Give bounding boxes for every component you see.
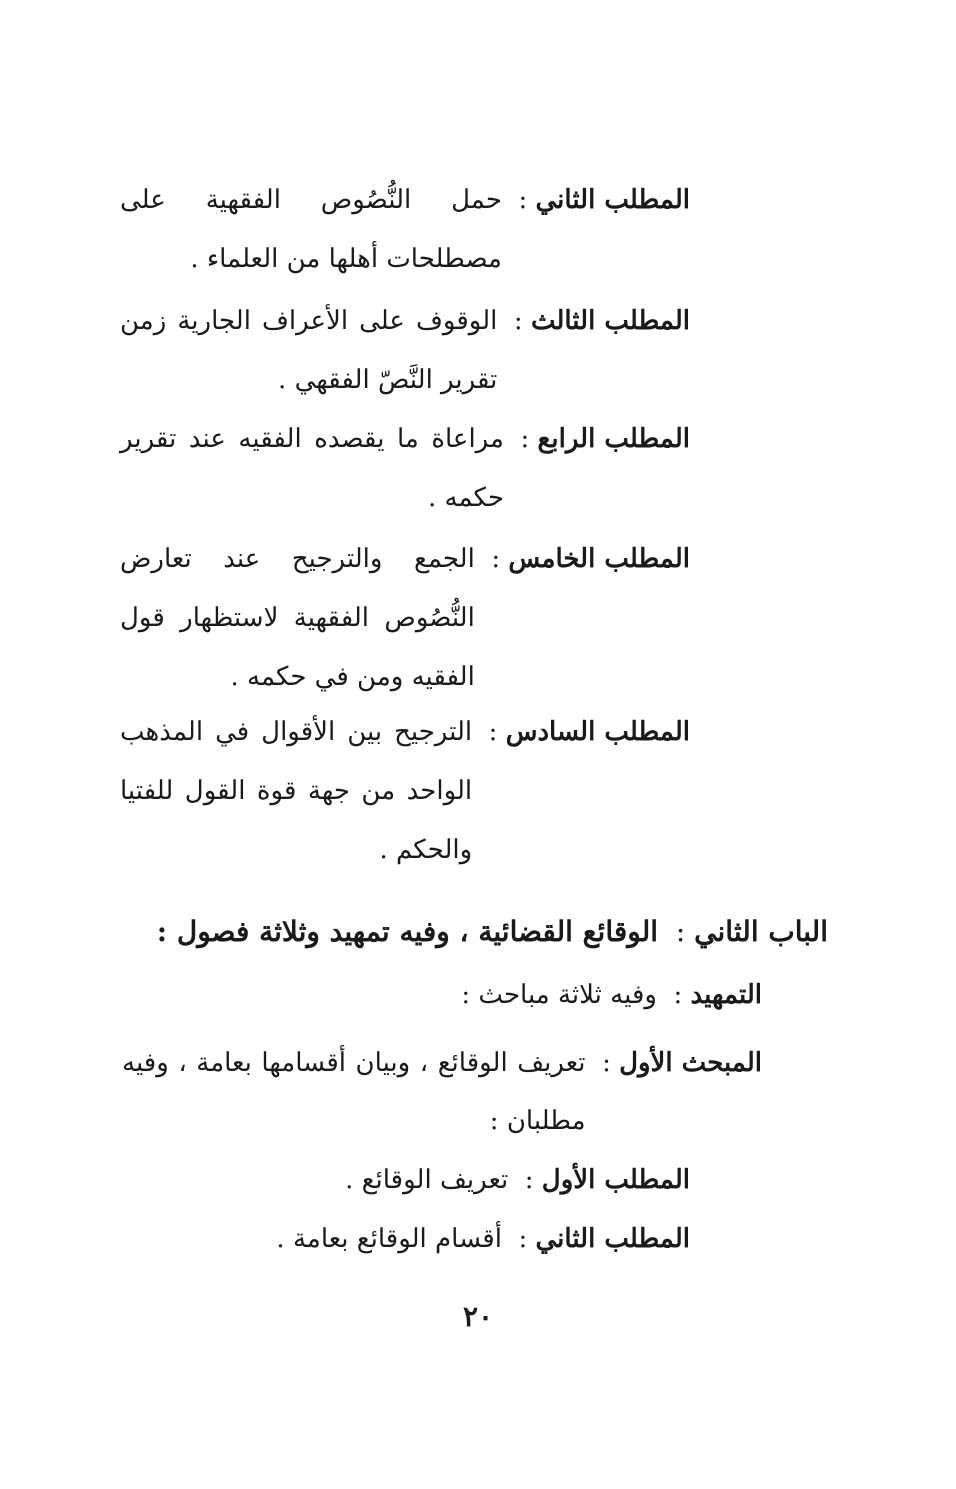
matlab-entry: المطلب السادس : الترجيح بين الأقوال في المذهب الواحد من جهة قوة القول للفتيا والحكم . bbox=[120, 703, 690, 880]
matlab-entry: المطلب الأول : تعريف الوقائع . bbox=[120, 1151, 690, 1209]
tamhid-label: التمهيد bbox=[690, 980, 762, 1010]
mabhath-label: المبحث الأول bbox=[619, 1048, 762, 1078]
matlab-entry: المطلب الخامس : الجمع والترجيح عند تعارض النُّصُوص الفقهية لاستظهار قول الفقيه ومن في حكمه . bbox=[120, 530, 690, 707]
matlab-entry: المطلب الثاني : أقسام الوقائع بعامة . bbox=[120, 1210, 690, 1268]
mabhath-text: تعريف الوقائع ، وبيان أقسامها بعامة ، وفيه مطلبان : bbox=[122, 1048, 586, 1136]
matlab-label: المطلب الثاني bbox=[535, 1224, 690, 1254]
matlab-label: المطلب السادس bbox=[505, 717, 690, 747]
chapter-label: الباب الثاني bbox=[694, 915, 828, 948]
mabhath-entry: المبحث الأول : تعريف الوقائع ، وبيان أقسامها بعامة ، وفيه مطلبان : bbox=[122, 1034, 762, 1150]
matlab-text: مراعاة ما يقصده الفقيه عند تقرير حكمه . bbox=[120, 424, 504, 513]
chapter-heading: الباب الثاني : الوقائع القضائية ، وفيه تمهيد وثلاثة فصول : bbox=[108, 902, 828, 962]
matlab-text: تعريف الوقائع . bbox=[345, 1165, 509, 1195]
matlab-text: أقسام الوقائع بعامة . bbox=[276, 1224, 502, 1254]
page-number: ٢٠ bbox=[462, 1300, 494, 1333]
matlab-text: الوقوف على الأعراف الجارية زمن تقرير النَّصّ الفقهي . bbox=[120, 306, 498, 395]
tamhid-entry: التمهيد : وفيه ثلاثة مباحث : bbox=[122, 966, 762, 1024]
matlab-label: المطلب الأول bbox=[541, 1165, 690, 1195]
matlab-text: الترجيح بين الأقوال في المذهب الواحد من جهة قوة القول للفتيا والحكم . bbox=[120, 717, 473, 865]
matlab-label: المطلب الثاني bbox=[535, 185, 690, 215]
tamhid-text: وفيه ثلاثة مباحث : bbox=[461, 980, 657, 1010]
matlab-text: الجمع والترجيح عند تعارض النُّصُوص الفقهية لاستظهار قول الفقيه ومن في حكمه . bbox=[120, 544, 475, 692]
chapter-title: الوقائع القضائية ، وفيه تمهيد وثلاثة فصول : bbox=[156, 915, 659, 948]
matlab-entry: المطلب الرابع : مراعاة ما يقصده الفقيه عند تقرير حكمه . bbox=[120, 410, 690, 528]
matlab-entry: المطلب الثالث : الوقوف على الأعراف الجارية زمن تقرير النَّصّ الفقهي . bbox=[120, 292, 690, 410]
matlab-label: المطلب الرابع bbox=[537, 424, 690, 454]
matlab-entry: المطلب الثاني : حمل النُّصُوص الفقهية على مصطلحات أهلها من العلماء . bbox=[120, 171, 690, 289]
matlab-label: المطلب الخامس bbox=[508, 544, 690, 574]
matlab-text: حمل النُّصُوص الفقهية على مصطلحات أهلها من العلماء . bbox=[120, 185, 502, 274]
matlab-label: المطلب الثالث bbox=[530, 306, 690, 336]
